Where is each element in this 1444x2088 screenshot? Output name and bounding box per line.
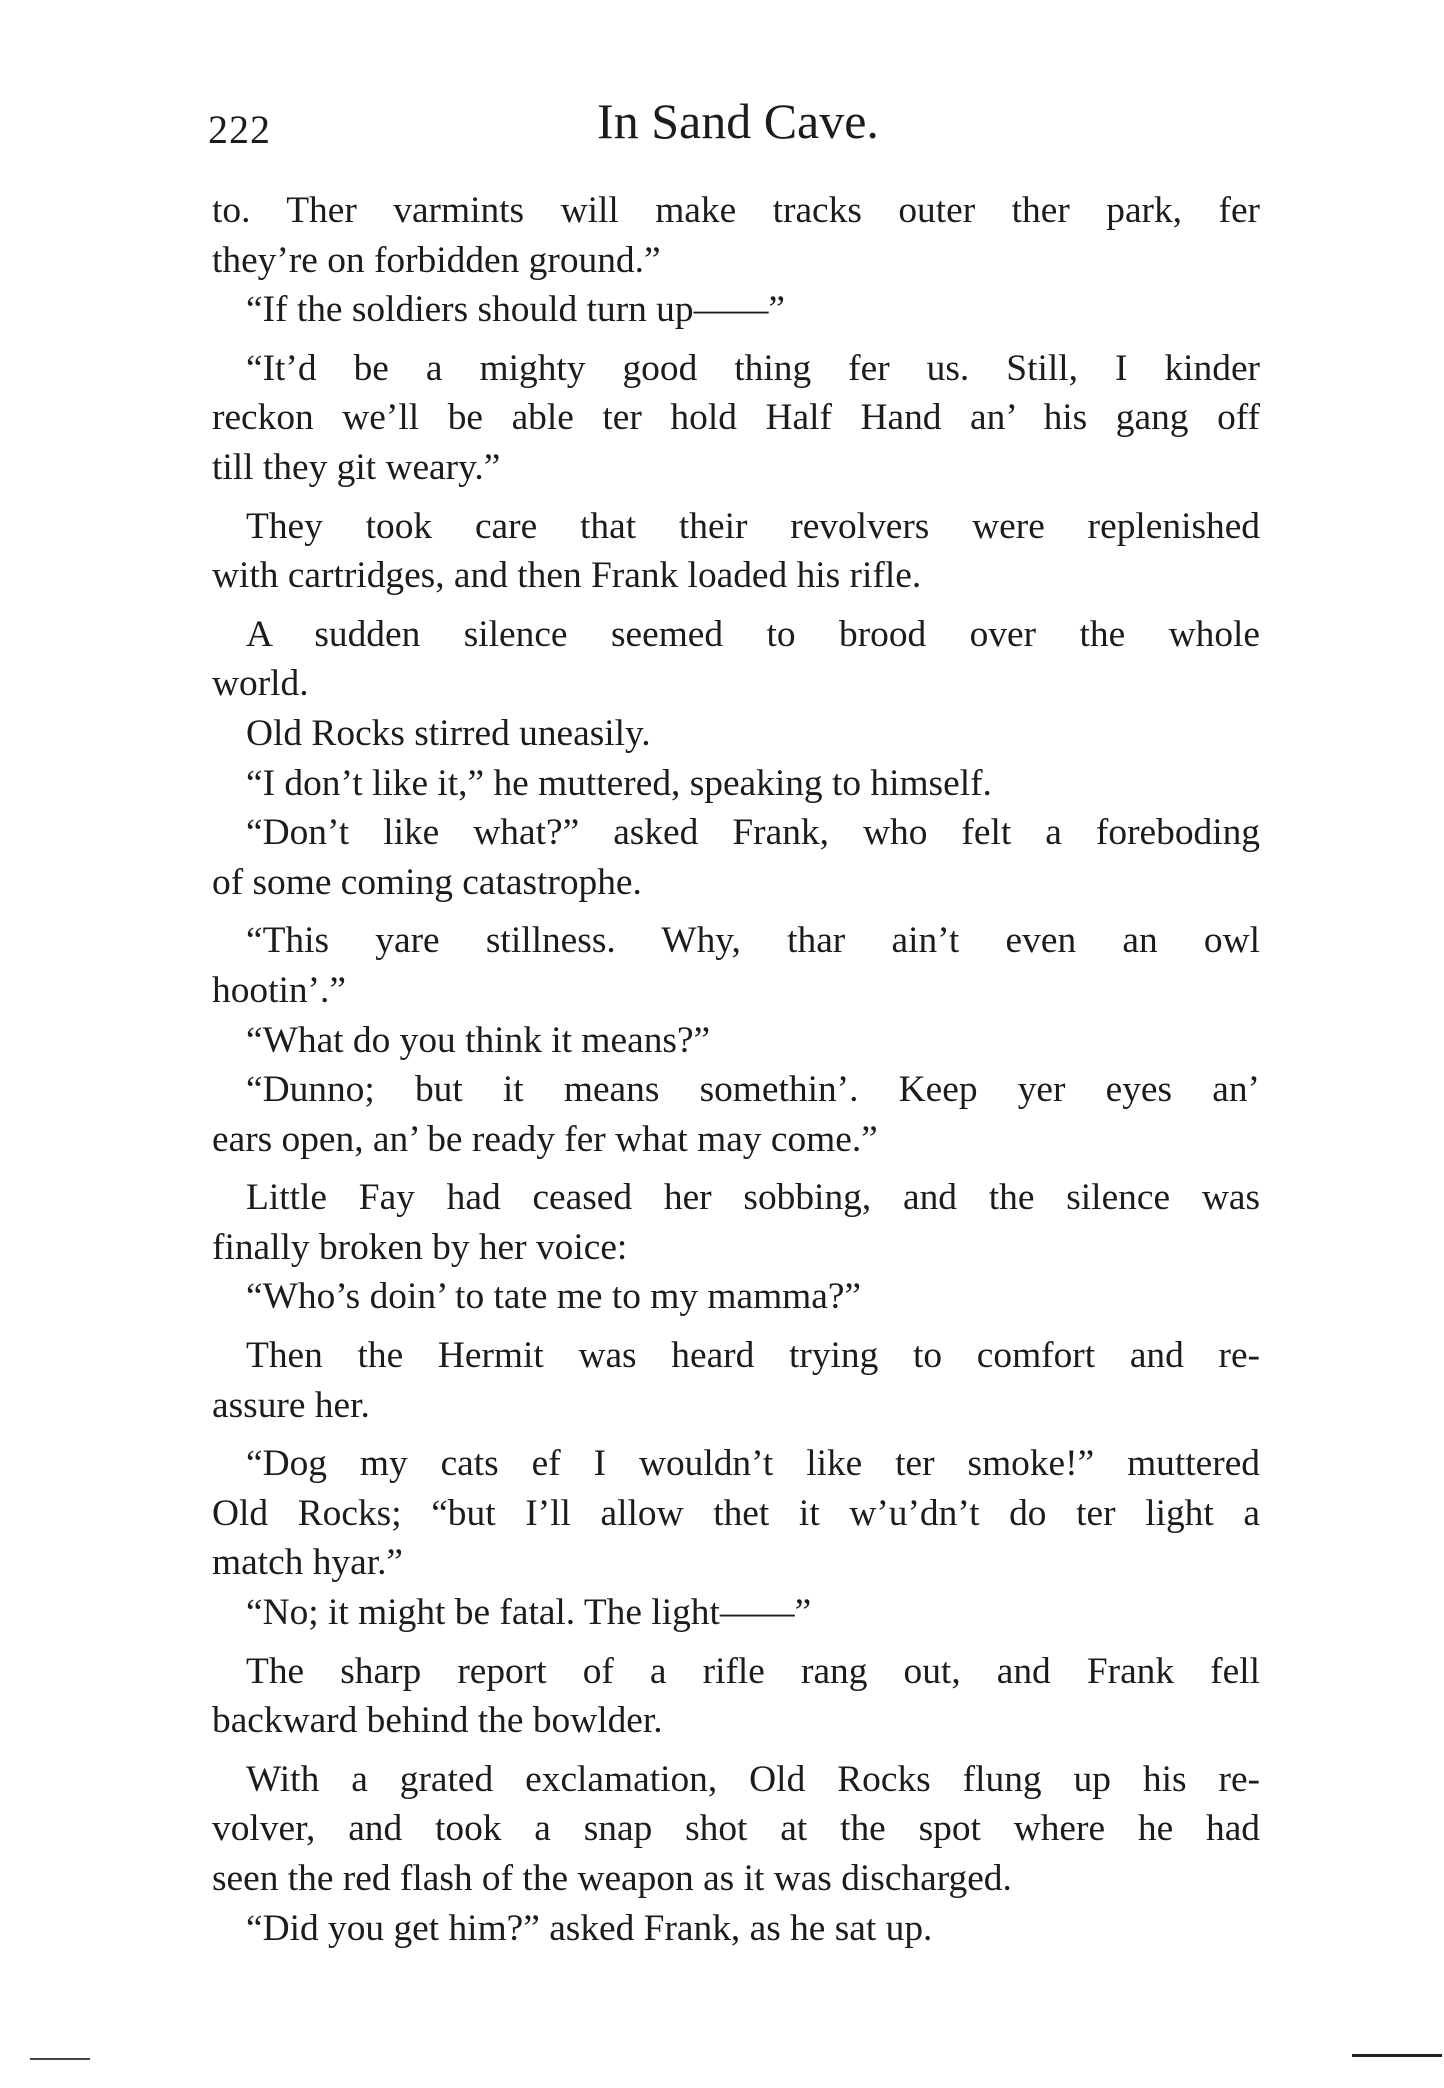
paragraph bbox=[212, 1272, 1260, 1322]
text-line: With a grated exclamation, Old Rocks flung up his re- bbox=[246, 1758, 1260, 1800]
paragraph bbox=[212, 1016, 1260, 1066]
paragraph bbox=[212, 1904, 1260, 1954]
text-line: A sudden silence seemed to brood over the whole bbox=[246, 613, 1260, 655]
text-line: “Who’s doin’ to tate me to my mamma?” bbox=[246, 1276, 862, 1318]
paragraph bbox=[212, 1439, 1260, 1588]
text-line: They took care that their revolvers were replenished bbox=[246, 505, 1260, 547]
paragraph bbox=[212, 1065, 1260, 1164]
text-line: match hyar.” bbox=[212, 1542, 404, 1584]
paragraph bbox=[212, 1331, 1260, 1430]
paragraph bbox=[212, 186, 1260, 285]
text-line: “Did you get him?” asked Frank, as he sat up. bbox=[246, 1907, 933, 1949]
text-line: “What do you think it means?” bbox=[246, 1019, 711, 1061]
text-line: hootin’.” bbox=[212, 969, 346, 1011]
text-line: “This yare stillness. Why, thar ain’t even an owl bbox=[246, 920, 1260, 962]
text-line: “Dunno; but it means somethin’. Keep yer eyes an’ bbox=[246, 1069, 1260, 1111]
body-text bbox=[212, 186, 1260, 1953]
text-line: reckon we’ll be able ter hold Half Hand an’ his gang off bbox=[212, 397, 1260, 439]
text-line: “I don’t like it,” he muttered, speaking to himself. bbox=[246, 762, 992, 804]
paragraph bbox=[212, 916, 1260, 1015]
text-line: backward behind the bowlder. bbox=[212, 1700, 663, 1742]
text-line: to. Ther varmints will make tracks outer ther park, fer bbox=[212, 190, 1260, 231]
paragraph bbox=[212, 808, 1260, 907]
text-line: assure her. bbox=[212, 1384, 370, 1426]
bottom-right-rule bbox=[1352, 2054, 1442, 2057]
text-line: “If the soldiers should turn up——” bbox=[246, 289, 785, 331]
text-line: Old Rocks stirred uneasily. bbox=[246, 712, 651, 754]
text-line: of some coming catastrophe. bbox=[212, 861, 642, 903]
paragraph bbox=[212, 610, 1260, 709]
text-line: Little Fay had ceased her sobbing, and the silence was bbox=[246, 1177, 1260, 1219]
text-line: volver, and took a snap shot at the spot where he had bbox=[212, 1808, 1260, 1850]
text-line: “No; it might be fatal. The light——” bbox=[246, 1592, 812, 1634]
paragraph bbox=[212, 759, 1260, 809]
text-line: ears open, an’ be ready fer what may come.” bbox=[212, 1118, 878, 1160]
text-line: world. bbox=[212, 663, 309, 705]
paragraph bbox=[212, 1755, 1260, 1904]
paragraph bbox=[212, 344, 1260, 493]
paragraph bbox=[212, 1588, 1260, 1638]
text-line: “It’d be a mighty good thing fer us. Still, I kinder bbox=[246, 347, 1260, 389]
running-title: In Sand Cave. bbox=[597, 93, 879, 149]
bottom-left-rule bbox=[30, 2058, 90, 2060]
text-line: finally broken by her voice: bbox=[212, 1226, 628, 1268]
text-line: “Dog my cats ef I wouldn’t like ter smoke!” muttered bbox=[246, 1443, 1260, 1485]
text-line: they’re on forbidden ground.” bbox=[212, 239, 661, 281]
text-line: seen the red flash of the weapon as it was discharged. bbox=[212, 1858, 1012, 1899]
text-line: “Don’t like what?” asked Frank, who felt a foreboding bbox=[246, 812, 1260, 854]
paragraph bbox=[212, 285, 1260, 335]
page-number: 222 bbox=[208, 107, 271, 152]
paragraph bbox=[212, 1647, 1260, 1746]
text-line: with cartridges, and then Frank loaded his rifle. bbox=[212, 555, 922, 597]
paragraph bbox=[212, 709, 1260, 759]
paragraph bbox=[212, 1173, 1260, 1272]
text-line: Old Rocks; “but I’ll allow thet it w’u’dn’t do ter light a bbox=[212, 1492, 1260, 1534]
text-line: till they git weary.” bbox=[212, 446, 501, 488]
text-line: The sharp report of a rifle rang out, and Frank fell bbox=[246, 1650, 1260, 1692]
paragraph bbox=[212, 502, 1260, 601]
page-header bbox=[208, 92, 1268, 162]
text-line: Then the Hermit was heard trying to comfort and re- bbox=[246, 1335, 1260, 1377]
